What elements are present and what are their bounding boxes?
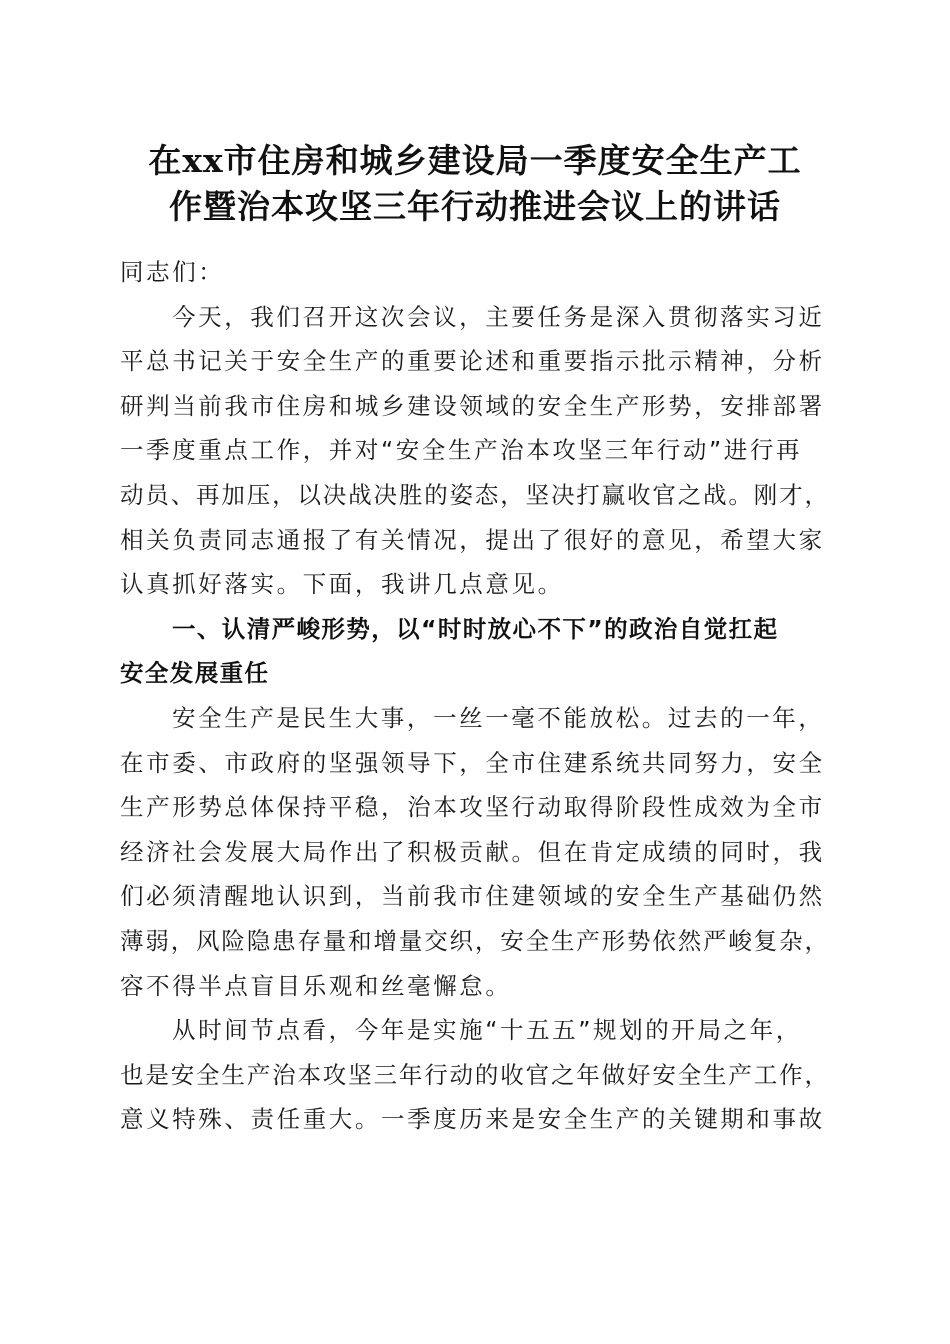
paragraph-line: 从时间节点看，今年是实施“十五五”规划的开局之年， [172, 1016, 802, 1045]
document-body [120, 250, 830, 1142]
paragraph-line: 经济社会发展大局作出了积极贡献。但在肯定成绩的同时，我 [120, 837, 825, 866]
paragraph-line: 薄弱，风险隐患存量和增量交织，安全生产形势依然严峻复杂， [120, 926, 830, 955]
paragraph-line: 今天，我们召开这次会议，主要任务是深入贯彻落实习近 [172, 302, 825, 331]
paragraph-line: 在市委、市政府的坚强领导下，全市住建系统共同努力，安全 [120, 748, 825, 777]
document-title [110, 138, 840, 230]
paragraph-line: 相关负责同志通报了有关情况，提出了很好的意见，希望大家 [120, 525, 825, 554]
salutation: 同志们： [120, 258, 225, 286]
section-heading: 一、认清严峻形势，以“时时放心不下”的政治自觉扛起 [172, 614, 779, 643]
paragraph-line: 意义特殊、责任重大。一季度历来是安全生产的关键期和事故 [120, 1105, 825, 1134]
section-heading: 安全发展重任 [120, 659, 270, 688]
title-line: 在xx市住房和城乡建设局一季度安全生产工 [148, 141, 802, 180]
paragraph-line: 一季度重点工作，并对“安全生产治本攻坚三年行动”进行再 [120, 436, 803, 465]
paragraph-line: 也是安全生产治本攻坚三年行动的收官之年做好安全生产工作， [120, 1060, 830, 1089]
paragraph-line: 生产形势总体保持平稳，治本攻坚行动取得阶段性成效为全市 [120, 793, 825, 822]
paragraph-line: 研判当前我市住房和城乡建设领域的安全生产形势，安排部署 [120, 391, 825, 420]
paragraph-line: 安全生产是民生大事，一丝一毫不能放松。过去的一年， [172, 703, 825, 732]
paragraph-line: 认真抓好落实。下面，我讲几点意见。 [120, 570, 564, 599]
title-line: 作暨治本攻坚三年行动推进会议上的讲话 [169, 187, 781, 226]
paragraph-line: 平总书记关于安全生产的重要论述和重要指示批示精神，分析 [120, 347, 825, 376]
paragraph-line: 们必须清醒地认识到，当前我市住建领域的安全生产基础仍然 [120, 882, 825, 911]
paragraph-line: 容不得半点盲目乐观和丝毫懈怠。 [120, 971, 512, 1000]
paragraph-line: 动员、再加压，以决战决胜的姿态，坚决打赢收官之战。刚才， [120, 480, 830, 509]
